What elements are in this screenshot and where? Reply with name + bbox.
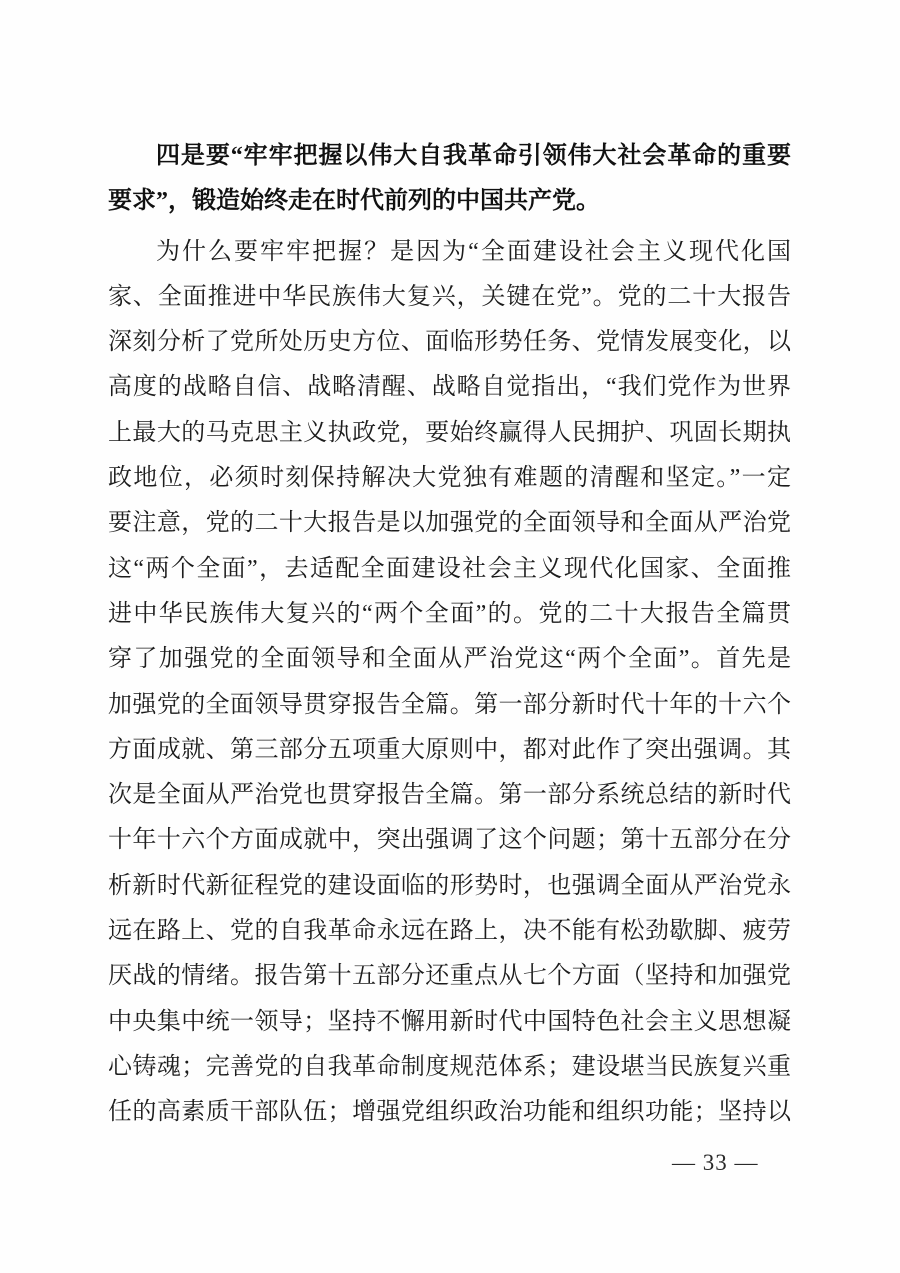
paragraph-line: 深刻分析了党所处历史方位、面临形势任务、党情发展变化，以 <box>108 329 791 356</box>
paragraph-line: 为什么要牢牢把握？是因为“全面建设社会主义现代化国 <box>156 238 791 265</box>
paragraph-line: 析新时代新征程党的建设面临的形势时，也强调全面从严治党永 <box>108 872 791 899</box>
paragraph-line: 心铸魂；完善党的自我革命制度规范体系；建设堪当民族复兴重 <box>108 1053 791 1080</box>
paragraph <box>108 230 791 1136</box>
paragraph-line: 任的高素质干部队伍；增强党组织政治功能和组织功能；坚持以 <box>108 1099 791 1126</box>
paragraph-line: 中央集中统一领导；坚持不懈用新时代中国特色社会主义思想凝 <box>108 1008 791 1035</box>
paragraph-line: 这“两个全面”，去适配全面建设社会主义现代化国家、全面推 <box>108 555 791 582</box>
paragraph-line: 远在路上、党的自我革命永远在路上，决不能有松劲歇脚、疲劳 <box>108 918 791 945</box>
paragraph-line: 家、全面推进中华民族伟大复兴，关键在党”。党的二十大报告 <box>108 283 791 310</box>
paragraph-line: 上最大的马克思主义执政党，要始终赢得人民拥护、巩固长期执 <box>108 419 791 446</box>
paragraph-line: 厌战的情绪。报告第十五部分还重点从七个方面（坚持和加强党 <box>108 963 791 990</box>
page-number: — 33 — <box>672 1150 759 1175</box>
paragraph-line: 政地位，必须时刻保持解决大党独有难题的清醒和坚定。”一定 <box>108 465 791 492</box>
paragraph-line: 加强党的全面领导贯穿报告全篇。第一部分新时代十年的十六个 <box>108 691 791 718</box>
paragraph-line: 次是全面从严治党也贯穿报告全篇。第一部分系统总结的新时代 <box>108 782 791 809</box>
section-heading-line-1: 四是要“牢牢把握以伟大自我革命引领伟大社会革命的重要 <box>156 143 791 169</box>
paragraph-line: 十年十六个方面成就中，突出强调了这个问题；第十五部分在分 <box>108 827 791 854</box>
section-heading-line-2: 要求”，锻造始终走在时代前列的中国共产党。 <box>108 188 600 215</box>
paragraph-line: 要注意，党的二十大报告是以加强党的全面领导和全面从严治党 <box>108 510 791 537</box>
paragraph-line: 进中华民族伟大复兴的“两个全面”的。党的二十大报告全篇贯 <box>108 600 791 627</box>
text-content <box>108 134 791 1136</box>
paragraph-line: 穿了加强党的全面领导和全面从严治党这“两个全面”。首先是 <box>108 646 791 673</box>
paragraph-line: 高度的战略自信、战略清醒、战略自觉指出，“我们党作为世界 <box>108 374 791 401</box>
paragraph-line: 方面成就、第三部分五项重大原则中，都对此作了突出强调。其 <box>108 736 791 763</box>
